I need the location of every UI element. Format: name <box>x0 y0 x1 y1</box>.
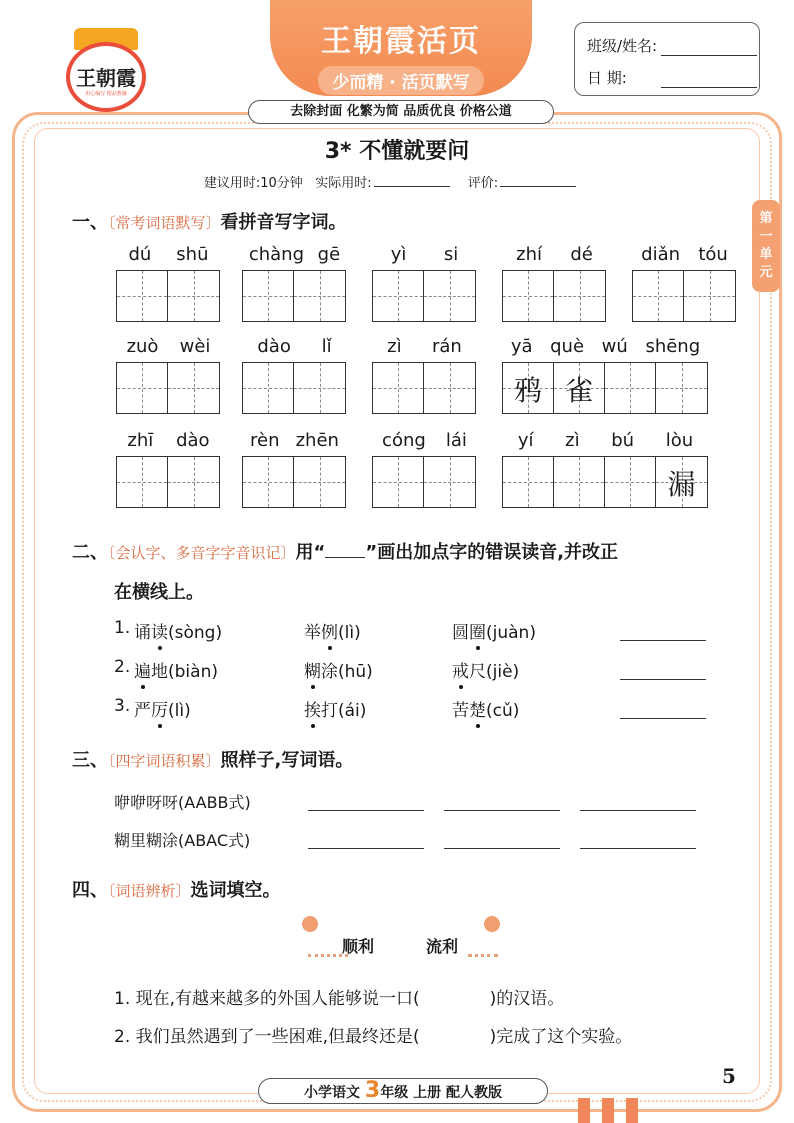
writing-cell[interactable] <box>424 457 475 507</box>
writing-cell[interactable] <box>684 271 735 321</box>
writing-cell[interactable] <box>554 363 605 413</box>
word-item <box>502 430 709 510</box>
word-item <box>502 336 709 416</box>
sentence-1-start: 1. 现在,有越来越多的外国人能够说一口( <box>114 989 420 1009</box>
writing-cell[interactable] <box>294 363 345 413</box>
pronunciation-item <box>134 618 222 643</box>
character: 涂 <box>321 662 338 682</box>
section-2-heading <box>72 538 618 564</box>
tianzige-grid <box>116 270 220 322</box>
pinyin-row <box>372 430 477 451</box>
writing-cell[interactable] <box>605 363 656 413</box>
bird-icon <box>302 916 318 932</box>
tianzige-grid <box>372 362 476 414</box>
writing-cell[interactable] <box>117 271 168 321</box>
pinyin-row <box>242 336 347 357</box>
pebble-decoration <box>468 954 498 957</box>
sentence-2-start: 2. 我们虽然遇到了一些困难,但最终还是( <box>114 1027 420 1047</box>
section-2-instruction-a: 用“ <box>295 542 326 563</box>
writing-cell[interactable] <box>243 271 294 321</box>
tianzige-grid <box>502 362 708 414</box>
section-3-tag: 〔四字词语积累〕 <box>108 752 221 770</box>
evaluation-label: 评价: <box>467 176 499 191</box>
word-item <box>116 430 221 510</box>
section-4-tag: 〔词语辨析〕 <box>108 882 191 900</box>
section-2-index: 二、 <box>72 542 108 563</box>
footer-grade-suffix: 年级 上册 配人教版 <box>380 1085 502 1101</box>
pebble-decoration <box>308 954 348 957</box>
character: 诵 <box>134 623 151 643</box>
pronunciation-item <box>134 696 191 721</box>
pinyin-syllable: gē <box>317 244 341 265</box>
pronunciation-item <box>452 618 536 643</box>
pinyin-reading[interactable]: (juàn) <box>486 623 536 643</box>
pinyin-syllable: yā <box>510 336 533 357</box>
word-item <box>116 244 221 324</box>
actual-time-label: 实际用时: <box>315 176 372 191</box>
pinyin-syllable: rán <box>431 336 462 357</box>
answer-line[interactable] <box>580 810 696 811</box>
pinyin-syllable: zuò <box>126 336 159 357</box>
writing-cell[interactable] <box>117 457 168 507</box>
section-4-heading <box>72 876 281 902</box>
pinyin-reading[interactable]: (jiè) <box>486 662 520 682</box>
evaluation-field[interactable] <box>500 186 576 187</box>
pinyin-syllable: shū <box>176 244 209 265</box>
sentence-1-end: )的汉语。 <box>489 989 565 1009</box>
pinyin-row <box>632 244 737 265</box>
pinyin-syllable: wèi <box>179 336 211 357</box>
pinyin-syllable: dú <box>128 244 152 265</box>
student-info-box <box>574 22 760 96</box>
class-name-label: 班级/姓名: <box>587 37 658 55</box>
logo-subtitle: 用心编写 精品教辅 <box>85 91 127 97</box>
answer-line[interactable] <box>308 848 424 849</box>
word-item <box>372 244 477 324</box>
pinyin-reading[interactable]: (sòng) <box>168 623 223 643</box>
pinyin-row <box>502 430 709 451</box>
pinyin-syllable: yì <box>390 244 407 265</box>
writing-cell[interactable] <box>633 271 684 321</box>
tianzige-grid <box>372 270 476 322</box>
pinyin-reading[interactable]: (cǔ) <box>486 701 520 721</box>
writing-cell[interactable] <box>373 271 424 321</box>
pinyin-syllable: dào <box>176 430 210 451</box>
word-item <box>116 336 221 416</box>
tianzige-grid <box>242 362 346 414</box>
pinyin-reading[interactable]: (hū) <box>338 662 373 682</box>
bird-icon <box>484 916 500 932</box>
pinyin-row <box>372 244 477 265</box>
tianzige-grid <box>242 456 346 508</box>
word-item <box>372 430 477 510</box>
pinyin-syllable: chàng <box>248 244 304 265</box>
section-1-heading <box>72 208 347 234</box>
character: 地 <box>151 662 168 682</box>
pinyin-reading[interactable]: (ái) <box>338 701 367 721</box>
underline-sample <box>325 557 365 558</box>
pronunciation-item <box>452 696 519 721</box>
writing-cell[interactable] <box>424 271 475 321</box>
tianzige-grid <box>502 456 708 508</box>
dotted-character: 戒 <box>452 662 469 682</box>
dotted-character: 圈 <box>469 623 486 643</box>
writing-cell[interactable] <box>503 457 554 507</box>
section-2-tag: 〔会认字、多音字字音识记〕 <box>108 544 296 562</box>
pronunciation-item <box>134 657 218 682</box>
corner-bars <box>578 1098 658 1123</box>
date-label: 日 期: <box>587 69 627 87</box>
pinyin-reading[interactable]: (lì) <box>338 623 361 643</box>
word-item <box>242 336 347 416</box>
character: 举 <box>304 623 321 643</box>
pinyin-reading[interactable]: (lì) <box>168 701 191 721</box>
item-number: 1. <box>114 618 131 638</box>
pinyin-syllable: tóu <box>698 244 728 265</box>
answer-line[interactable] <box>580 848 696 849</box>
dotted-character: 糊 <box>304 662 321 682</box>
section-4-index: 四、 <box>72 880 108 901</box>
section-2-instruction-c: 在横线上。 <box>114 582 204 603</box>
writing-cell[interactable] <box>168 457 219 507</box>
brand-logo <box>60 28 152 112</box>
tianzige-grid <box>632 270 736 322</box>
correction-line[interactable] <box>620 640 706 641</box>
answer-line[interactable] <box>308 810 424 811</box>
dotted-character: 读 <box>151 623 168 643</box>
writing-cell[interactable] <box>294 271 345 321</box>
pinyin-row <box>502 244 607 265</box>
writing-cell[interactable] <box>243 363 294 413</box>
pinyin-row <box>502 336 709 357</box>
date-row <box>587 67 757 88</box>
brand-slogan: 少而精 · 活页默写 <box>318 66 483 95</box>
header-banner <box>270 0 532 96</box>
suggested-time: 建议用时:10分钟 <box>203 176 303 191</box>
pinyin-row <box>116 244 221 265</box>
section-2-instruction-b: ”画出加点字的错误读音,并改正 <box>365 542 619 563</box>
pinyin-row <box>116 430 221 451</box>
section-4-instruction: 选词填空。 <box>190 880 281 901</box>
pinyin-syllable: shēng <box>645 336 701 357</box>
character: 尺 <box>469 662 486 682</box>
pinyin-syllable: zhí <box>516 244 543 265</box>
writing-cell[interactable] <box>554 457 605 507</box>
writing-cell[interactable] <box>424 363 475 413</box>
pinyin-row <box>242 430 347 451</box>
written-character: 雀 <box>564 374 593 407</box>
unit-side-tab-label: 第一单元 <box>759 211 773 280</box>
brand-title: 王朝霞活页 <box>321 24 481 59</box>
choice-word: 顺利 <box>342 937 375 956</box>
pinyin-syllable: si <box>443 244 459 265</box>
tianzige-grid <box>242 270 346 322</box>
writing-cell[interactable] <box>294 457 345 507</box>
fill-sentence-1 <box>114 984 564 1009</box>
tianzige-grid <box>372 456 476 508</box>
writing-cell[interactable] <box>373 363 424 413</box>
correction-line[interactable] <box>620 718 706 719</box>
actual-time-field[interactable] <box>374 186 450 187</box>
writing-cell[interactable] <box>168 271 219 321</box>
footer-badge <box>258 1078 548 1104</box>
word-item <box>242 244 347 324</box>
pinyin-syllable: què <box>550 336 585 357</box>
footer-subject: 小学语文 <box>304 1085 361 1101</box>
writing-cell[interactable] <box>656 363 707 413</box>
pinyin-syllable: diǎn <box>641 244 681 265</box>
character: 严 <box>134 701 151 721</box>
footer-grade: 3 <box>364 1078 381 1103</box>
writing-cell[interactable] <box>168 363 219 413</box>
written-character: 漏 <box>667 468 696 501</box>
tianzige-grid <box>502 270 606 322</box>
pinyin-syllable: bú <box>611 430 635 451</box>
item-number: 2. <box>114 657 131 677</box>
word-item <box>502 244 607 324</box>
writing-cell[interactable] <box>503 363 554 413</box>
date-field[interactable] <box>661 74 757 88</box>
example-row-aabb: 咿咿呀呀(AABB式) <box>114 793 251 812</box>
dotted-character: 挨 <box>304 701 321 721</box>
sentence-2-end: )完成了这个实验。 <box>489 1027 633 1047</box>
word-item <box>632 244 737 324</box>
section-1-index: 一、 <box>72 212 108 233</box>
lesson-title: 3* 不懂就要问 <box>324 139 470 164</box>
tianzige-grid <box>116 456 220 508</box>
pinyin-syllable: dào <box>257 336 291 357</box>
section-1-tag: 〔常考词语默写〕 <box>108 214 221 232</box>
character: 打 <box>321 701 338 721</box>
writing-cell[interactable] <box>243 457 294 507</box>
pinyin-syllable: zhī <box>127 430 154 451</box>
tagline: 去除封面 化繁为简 品质优良 价格公道 <box>248 100 554 124</box>
answer-line[interactable] <box>444 848 560 849</box>
writing-cell[interactable] <box>605 457 656 507</box>
dotted-character: 厉 <box>151 701 168 721</box>
pronunciation-item <box>452 657 519 682</box>
pinyin-syllable: wú <box>601 336 628 357</box>
dotted-character: 遍 <box>134 662 151 682</box>
logo-name: 王朝霞 <box>76 66 136 90</box>
word-choices-box <box>298 916 498 966</box>
timing-row <box>0 172 794 191</box>
pronunciation-item <box>304 618 361 643</box>
tianzige-grid <box>116 362 220 414</box>
class-name-row <box>587 35 757 56</box>
answer-line[interactable] <box>444 810 560 811</box>
section-3-index: 三、 <box>72 750 108 771</box>
fill-sentence-2 <box>114 1022 632 1047</box>
pinyin-syllable: lòu <box>665 430 694 451</box>
pinyin-syllable: yí <box>517 430 534 451</box>
character: 苦 <box>452 701 469 721</box>
character: 圆 <box>452 623 469 643</box>
pinyin-syllable: zì <box>565 430 580 451</box>
writing-cell[interactable] <box>373 457 424 507</box>
word-item <box>242 430 347 510</box>
written-character: 鸦 <box>513 374 542 407</box>
pinyin-row <box>116 336 221 357</box>
word-item <box>372 336 477 416</box>
pinyin-syllable: zì <box>387 336 402 357</box>
writing-cell[interactable] <box>503 271 554 321</box>
pinyin-syllable: cóng <box>382 430 426 451</box>
unit-side-tab <box>752 200 780 292</box>
class-name-field[interactable] <box>661 42 757 56</box>
pinyin-syllable: rèn <box>250 430 280 451</box>
pinyin-row <box>372 336 477 357</box>
writing-cell[interactable] <box>656 457 707 507</box>
pinyin-row <box>242 244 347 265</box>
pronunciation-item <box>304 696 366 721</box>
correction-line[interactable] <box>620 679 706 680</box>
pinyin-reading[interactable]: (biàn) <box>168 662 218 682</box>
pinyin-syllable: dé <box>570 244 593 265</box>
section-3-instruction: 照样子,写词语。 <box>220 750 354 771</box>
choice-word: 流利 <box>426 937 459 956</box>
page-number: 5 <box>722 1064 736 1088</box>
pinyin-syllable: lǐ <box>321 336 332 357</box>
dotted-character: 例 <box>321 623 338 643</box>
section-3-heading <box>72 746 353 772</box>
writing-cell[interactable] <box>117 363 168 413</box>
section-1-instruction: 看拼音写字词。 <box>220 212 347 233</box>
example-row-abac: 糊里糊涂(ABAC式) <box>114 831 251 850</box>
item-number: 3. <box>114 696 131 716</box>
pinyin-syllable: zhēn <box>295 430 339 451</box>
pinyin-syllable: lái <box>445 430 467 451</box>
pronunciation-item <box>304 657 373 682</box>
writing-cell[interactable] <box>554 271 605 321</box>
dotted-character: 楚 <box>469 701 486 721</box>
